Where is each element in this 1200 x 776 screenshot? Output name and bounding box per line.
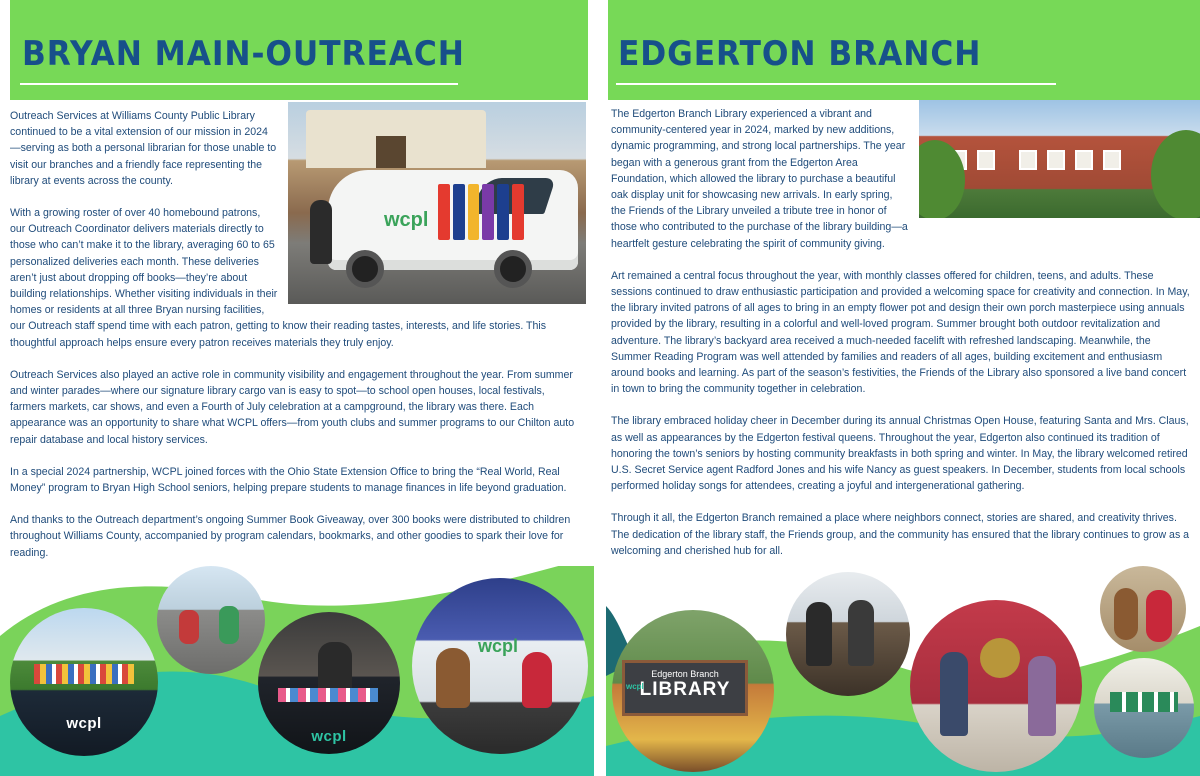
band-member <box>806 602 832 666</box>
scooter-rider <box>219 606 239 644</box>
photo-outreach-event-table <box>258 612 400 754</box>
photo-parade-scooters <box>157 566 265 674</box>
building-window <box>1047 150 1065 170</box>
santa-costume <box>522 652 552 708</box>
tribute-tree-plaque <box>980 638 1020 678</box>
sign-wcpl-logo: wcpl <box>626 682 644 691</box>
group-photo-people <box>1110 692 1178 712</box>
photo-library-sign <box>612 610 774 772</box>
photo-collage <box>606 566 1200 776</box>
mascot-costume <box>436 648 470 708</box>
paragraph: And thanks to the Outreach department’s ongoing Summer Book Giveaway, over 300 books were distributed to children throughout Williams County, accompanied by program calendars, bookmarks, and other goodies to spark their love for reading. <box>10 514 571 559</box>
guest-speaker <box>940 652 968 736</box>
article-body <box>10 108 576 577</box>
van-wheel <box>494 250 532 288</box>
guest-speaker <box>1028 656 1056 736</box>
paragraph: Art remained a central focus throughout the year, with monthly classes offered for children, teens, and adults. These sessions continued to draw enthusiastic participation and provided a welcoming space for creativity and connection. In May, the library invited patrons of all ages to bring in an empty flower pot and design their own porch masterpiece using annuals provided by the library, resulting in a colorful and well-loved program. Summer brought both outdoor revitalization and adventure. The library’s backyard area received a much-needed facelift with refreshed landscaping. Meanwhile, the Summer Reading Program was well attended by families and readers of all ages, building excitement and enthusiasm around books and learning. As part of the season’s festivities, the Friends of the Library also sponsored a live band concert in town to bring the community together in celebration. <box>611 269 1190 396</box>
page-title: EDGERTON BRANCH <box>618 34 982 74</box>
van-book-graphic <box>438 184 524 240</box>
paragraph: Through it all, the Edgerton Branch remained a place where neighbors connect, stories are shared, and creativity thrives. The dedication of the library staff, the Friends group, and the community has ensured that the library continues to grow as a welcoming and cherished hub for all. <box>611 512 1190 557</box>
santa-costume <box>1146 590 1172 642</box>
photo-live-band <box>786 572 910 696</box>
paragraph: The Edgerton Branch Library experienced a vibrant and community-centered year in 2024, marked by new additions, dynamic programming, and strong local partnerships. The year began with a generous grant from the Edgerton Area Foundation, which allowed the library to purchase a beautiful oak display unit for showcasing new arrivals. In early spring, the Friends of the Library unveiled a tribute tree in honor of those who contributed to the purchase of the library building—a heartfelt gesture celebrating the spirit of community giving. <box>611 108 908 250</box>
paragraph: Outreach Services also played an active role in community visibility and engagement throughout the year. From summer and winter parades—where our signature library cargo van is easy to spot—to school open houses, local festivals, farmers markets, car shows, and even a Fourth of July celebration at a campground, the library was there. Each appearance was an opportunity to share what WCPL offers—from youth clubs and summer programs to our Chilton auto repair database and local history services. <box>10 368 575 446</box>
paragraph: The library embraced holiday cheer in December during its annual Christmas Open House, featuring Santa and Mrs. Claus, as well as appearances by the Edgerton festival queens. Throughout the year, Edgerton also continued its tradition of honoring the town’s seniors by hosting community breakfasts in both spring and winter. In May, the library welcomed retired U.S. Secret Service agent Radford Jones and his wife Nancy as guest speakers. In December, students from local schools performed holiday songs for attendees, creating a joyful and intergenerational gathering. <box>611 415 1189 493</box>
outreach-staff-person <box>310 200 332 264</box>
title-underline <box>616 83 1056 85</box>
paragraph: In a special 2024 partnership, WCPL joined forces with the Ohio State Extension Office to bring the “Real World, Real Money” program to Bryan High School seniors, helping prepare students to manage finances in life beyond graduation. <box>10 465 567 495</box>
table-wcpl-logo: wcpl <box>66 715 102 733</box>
building-window <box>1103 150 1121 170</box>
van-wcpl-logo: wcpl <box>478 636 519 656</box>
sign-line-1: Edgerton Branch <box>651 669 719 679</box>
band-member <box>848 600 874 666</box>
paragraph: With a growing roster of over 40 homebound patrons, our Outreach Coordinator delivers materials directly to those who can’t make it to the library, averaging 60 to 65 personalized deliveries each month. These deliveries aren’t just about dropping off books—they’re about building relationships. Whether visiting individuals in their homes or residents at all three Bryan nursing facilities, our Outreach staff spend time with each patron, getting to know their reading tastes, interests, and life stories. This thoughtful approach helps ensure every patron receives materials they truly enjoy. <box>10 207 547 349</box>
building-window <box>977 150 995 170</box>
sign-line-2: LIBRARY <box>639 679 731 700</box>
photo-collage <box>0 566 594 776</box>
photo-guest-speakers <box>910 600 1082 772</box>
tree <box>1151 130 1200 218</box>
building-window <box>1075 150 1093 170</box>
title-underline <box>20 83 458 85</box>
article-body <box>611 106 1193 575</box>
paragraph: Outreach Services at Williams County Public Library continued to be a vital extension of our mission in 2024—serving as both a personal librarian for those unable to visit our branches and a friendly face representing the library at events across the county. <box>10 110 277 187</box>
photo-santa-visit <box>1100 566 1186 652</box>
library-door <box>376 136 406 168</box>
building-window <box>1019 150 1037 170</box>
photo-winter-parade <box>412 578 588 754</box>
mascot-costume <box>1114 588 1138 640</box>
left-page <box>0 0 594 776</box>
photo-book-table <box>10 608 158 756</box>
van-wcpl-logo: wcpl <box>384 209 429 231</box>
scooter-rider <box>179 610 199 644</box>
page-title: BRYAN MAIN-OUTREACH <box>22 34 465 74</box>
photo-festival-queens <box>1094 658 1194 758</box>
giveaway-items <box>278 688 378 702</box>
van-wheel <box>346 250 384 288</box>
right-page <box>606 0 1200 776</box>
edgerton-library-building-photo <box>919 100 1200 218</box>
book-display <box>34 664 134 684</box>
page-gutter <box>594 0 606 776</box>
outreach-van-photo <box>288 102 586 304</box>
banner-wcpl-logo: wcpl <box>311 728 347 746</box>
